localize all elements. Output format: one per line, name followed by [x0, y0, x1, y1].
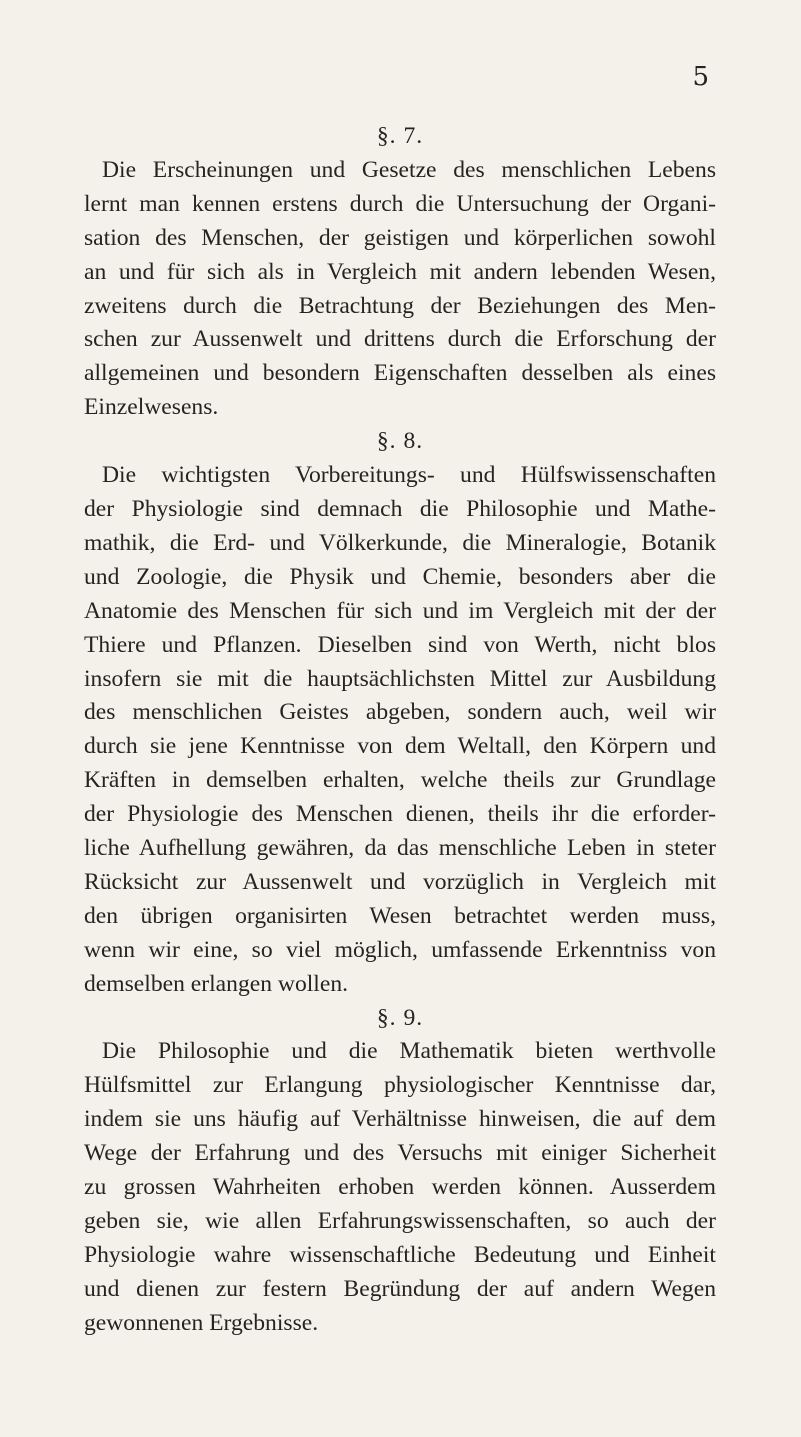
text-line: Wege der Erfahrung und des Versuchs mit einiger Sicherheit	[84, 1140, 716, 1167]
text-line: insofern sie mit die hauptsächlichsten Mittel zur Ausbildung	[84, 665, 716, 692]
text-line: der Physiologie des Menschen dienen, theils ihr die erforder-	[84, 801, 716, 828]
text-line: Einzelwesens.	[84, 394, 219, 421]
text-line: Thiere und Pflanzen. Dieselben sind von Werth, nicht blos	[84, 631, 716, 658]
text-line: zweitens durch die Betrachtung der Beziehungen des Men-	[84, 292, 716, 319]
section-8	[84, 425, 716, 1001]
text-line: demselben erlangen wollen.	[84, 970, 349, 997]
text-line: sation des Menschen, der geistigen und körperlichen sowohl	[84, 224, 716, 251]
text-line: durch sie jene Kenntnisse von dem Weltall, den Körpern und	[84, 733, 716, 760]
text-line: Hülfsmittel zur Erlangung physiologischer Kenntnisse dar,	[84, 1072, 716, 1099]
text-line: des menschlichen Geistes abgeben, sondern auch, weil wir	[84, 699, 716, 726]
section-7	[84, 120, 716, 425]
section-heading: §. 8.	[376, 428, 424, 455]
text-line: Die wichtigsten Vorbereitungs- und Hülfswissenschaften	[102, 462, 716, 489]
section-9	[84, 1002, 716, 1341]
paragraph	[84, 459, 716, 1002]
text-line: lernt man kennen erstens durch die Untersuchung der Organi-	[84, 190, 716, 217]
section-heading: §. 7.	[376, 123, 424, 149]
text-line: Anatomie des Menschen für sich und im Vergleich mit der der	[84, 597, 716, 624]
paragraph	[84, 154, 716, 425]
text-line: allgemeinen und besondern Eigenschaften desselben als eines	[84, 360, 716, 387]
text-line: den übrigen organisirten Wesen betrachtet werden muss,	[84, 902, 716, 929]
page-number: 5	[692, 62, 709, 92]
text-line: an und für sich als in Vergleich mit andern lebenden Wesen,	[84, 258, 716, 285]
body-text	[84, 120, 716, 1341]
text-line: gewonnenen Ergebnisse.	[84, 1309, 319, 1336]
text-line: liche Aufhellung gewähren, da das menschliche Leben in steter	[84, 835, 716, 862]
text-line: wenn wir eine, so viel möglich, umfassende Erkenntniss von	[84, 936, 716, 963]
text-line: der Physiologie sind demnach die Philosophie und Mathe-	[84, 495, 716, 522]
text-line: und Zoologie, die Physik und Chemie, besonders aber die	[84, 563, 716, 590]
text-line: schen zur Aussenwelt und drittens durch die Erforschung der	[84, 326, 716, 353]
text-line: geben sie, wie allen Erfahrungswissenschaften, so auch der	[84, 1208, 716, 1234]
text-line: Die Erscheinungen und Gesetze des menschlichen Lebens	[102, 156, 716, 183]
text-line: Kräften in demselben erhalten, welche theils zur Grundlage	[84, 767, 716, 794]
text-line: Die Philosophie und die Mathematik bieten werthvolle	[102, 1038, 716, 1065]
text-line: indem sie uns häufig auf Verhältnisse hinweisen, die auf dem	[84, 1106, 716, 1133]
text-line: Physiologie wahre wissenschaftliche Bedeutung und Einheit	[84, 1241, 716, 1268]
text-line: und dienen zur festern Begründung der auf andern Wegen	[84, 1275, 716, 1302]
text-line: Rücksicht zur Aussenwelt und vorzüglich in Vergleich mit	[84, 868, 716, 895]
text-line: zu grossen Wahrheiten erhoben werden können. Ausserdem	[84, 1174, 716, 1201]
paragraph	[84, 1035, 716, 1340]
section-heading: §. 9.	[376, 1004, 424, 1031]
text-line: mathik, die Erd- und Völkerkunde, die Mineralogie, Botanik	[84, 529, 716, 556]
